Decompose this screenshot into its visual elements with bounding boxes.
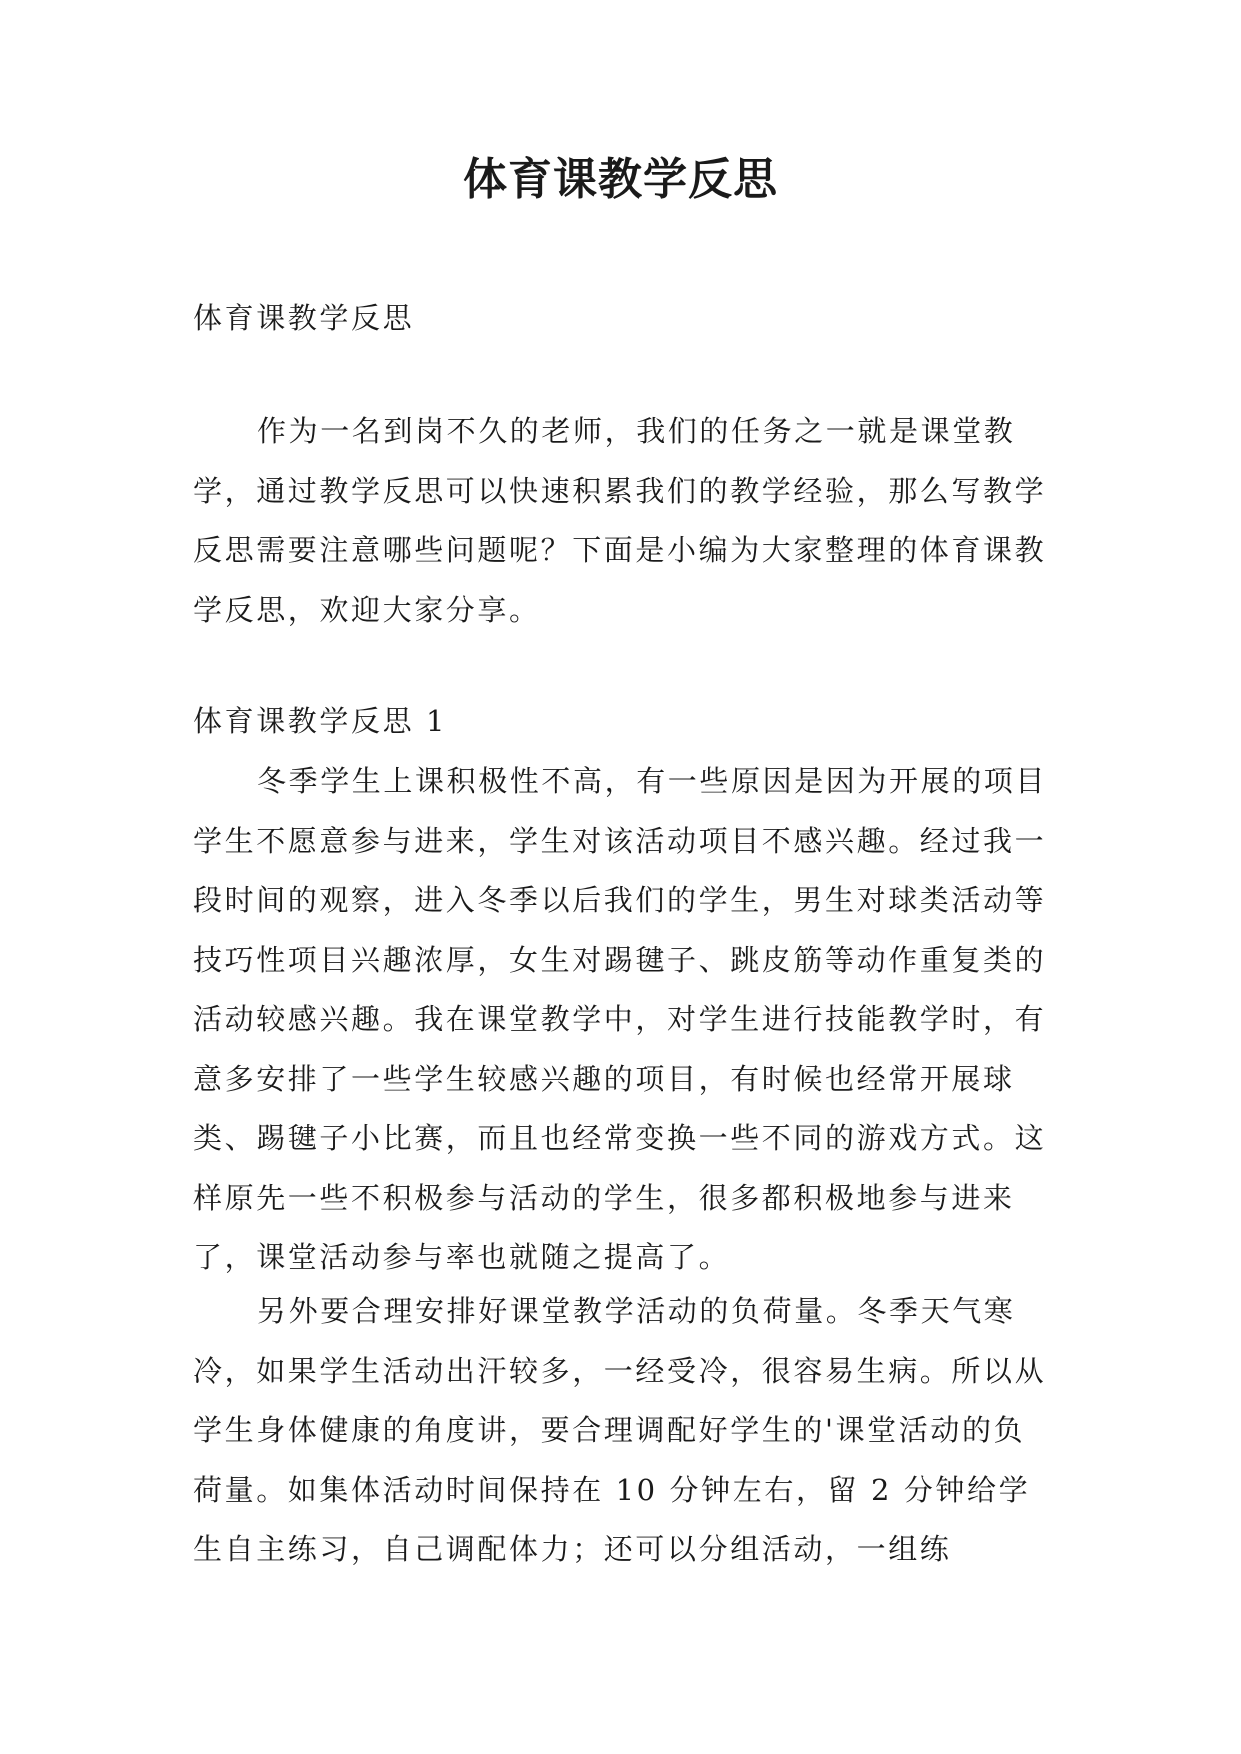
document-title: 体育课教学反思 <box>463 154 778 205</box>
body-paragraph-2: 另外要合理安排好课堂教学活动的负荷量。冬季天气寒冷，如果学生活动出汗较多，一经受冷，很容易生病。所以从学生身体健康的角度讲，要合理调配好学生的'课堂活动的负荷量。如集体活动时间保持在 10 分钟左右，留 2 分钟给学生自主练习，自己调配体力；还可以分组活动，一组练 <box>193 1294 1047 1566</box>
document-subtitle: 体育课教学反思 <box>193 301 415 335</box>
intro-paragraph: 作为一名到岗不久的老师，我们的任务之一就是课堂教学，通过教学反思可以快速积累我们的教学经验，那么写教学反思需要注意哪些问题呢？下面是小编为大家整理的体育课教学反思，欢迎大家分享。 <box>193 414 1047 627</box>
section-heading: 体育课教学反思 1 <box>193 704 448 738</box>
body-paragraph-1: 冬季学生上课积极性不高，有一些原因是因为开展的项目学生不愿意参与进来，学生对该活动项目不感兴趣。经过我一段时间的观察，进入冬季以后我们的学生，男生对球类活动等技巧性项目兴趣浓厚，女生对踢毽子、跳皮筋等动作重复类的活动较感兴趣。我在课堂教学中，对学生进行技能教学时，有意多安排了一些学生较感兴趣的项目，有时候也经常开展球类、踢毽子小比赛，而且也经常变换一些不同的游戏方式。这样原先一些不积极参与活动的学生，很多都积极地参与进来了，课堂活动参与率也就随之提高了。 <box>193 764 1048 1274</box>
